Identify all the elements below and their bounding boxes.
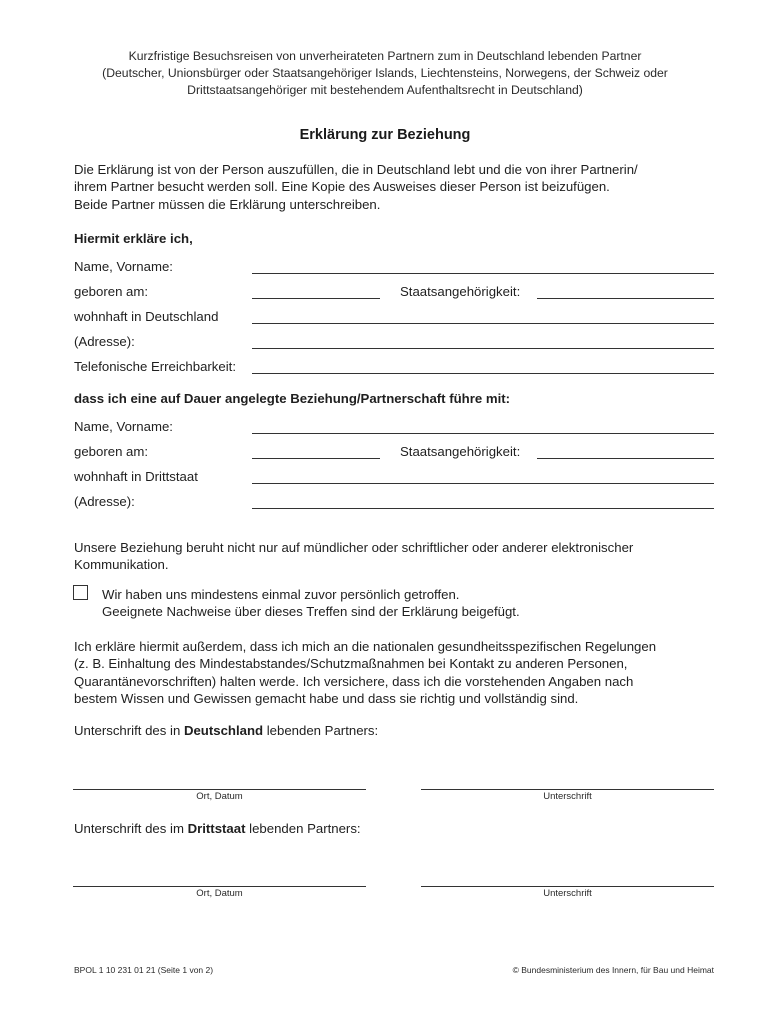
section1-residence-label: wohnhaft in Deutschland xyxy=(74,309,219,324)
met-in-person-label xyxy=(102,586,702,621)
declaration-line-3: Quarantänevorschriften) halten werde. Ich versichere, dass ich die vorstehenden Angaben nach xyxy=(74,673,634,689)
checkbox-line-2: Geeignete Nachweise über dieses Treffen sind der Erklärung beigefügt. xyxy=(102,604,520,620)
footer-copyright: © Bundesministerium des Innern, für Bau und Heimat xyxy=(512,965,714,975)
intro-line-2: ihrem Partner besucht werden soll. Eine Kopie des Ausweises dieser Person ist beizufügen. xyxy=(74,179,610,195)
signature1-country: Deutschland xyxy=(183,723,264,738)
relationship-line-1: Unsere Beziehung beruht nicht nur auf mündlicher oder schriftlicher oder anderer elektronischer xyxy=(74,540,634,555)
section1-nationality-label: Staatsangehörigkeit: xyxy=(400,284,521,299)
header-line-1: Kurzfristige Besuchsreisen von unverheirateten Partnern zum in Deutschland lebenden Partner xyxy=(128,49,642,63)
section2-address-label: (Adresse): xyxy=(74,494,135,509)
signature2-place-date-caption: Ort, Datum xyxy=(196,888,243,899)
declaration-text xyxy=(74,638,714,707)
declaration-line-4: bestem Wissen und Gewissen gemacht habe und dass sie richtig und vollständig sind. xyxy=(74,690,579,706)
form-header xyxy=(60,48,710,99)
section1-name-field[interactable] xyxy=(252,273,714,274)
section2-name-field[interactable] xyxy=(252,433,714,434)
signature1-place-date-caption: Ort, Datum xyxy=(196,791,243,802)
signature2-signature-field[interactable] xyxy=(421,886,714,887)
section2-born-label: geboren am: xyxy=(74,444,149,459)
section1-residence-field[interactable] xyxy=(252,323,714,324)
section1-address-label: (Adresse): xyxy=(74,334,135,349)
section1-name-label: Name, Vorname: xyxy=(74,259,173,274)
signature1-signature-field[interactable] xyxy=(421,789,714,790)
signature1-signature-caption: Unterschrift xyxy=(543,791,592,802)
intro-line-3: Beide Partner müssen die Erklärung unterschreiben. xyxy=(74,196,381,212)
signature2-prefix: Unterschrift des im xyxy=(74,821,188,836)
signature2-place-date-field[interactable] xyxy=(73,886,366,887)
signature1-heading xyxy=(74,723,378,738)
section1-phone-label: Telefonische Erreichbarkeit: xyxy=(74,359,236,374)
checkbox-line-1: Wir haben uns mindestens einmal zuvor persönlich getroffen. xyxy=(102,587,460,602)
footer-form-number: BPOL 1 10 231 01 21 (Seite 1 von 2) xyxy=(74,965,214,975)
signature2-suffix: lebenden Partners: xyxy=(245,821,361,836)
signature2-heading xyxy=(74,821,361,836)
signature1-prefix: Unterschrift des in xyxy=(74,723,184,738)
section1-address-field[interactable] xyxy=(252,348,714,349)
intro-text xyxy=(74,161,714,213)
section2-heading: dass ich eine auf Dauer angelegte Beziehung/Partnerschaft führe mit: xyxy=(74,391,511,406)
section2-born-field[interactable] xyxy=(252,458,380,459)
document-title: Erklärung zur Beziehung xyxy=(299,127,471,143)
header-line-3: Drittstaatsangehöriger mit bestehendem Aufenthaltsrecht in Deutschland) xyxy=(187,83,583,97)
met-in-person-checkbox[interactable] xyxy=(73,585,88,600)
declaration-line-2: (z. B. Einhaltung des Mindestabstandes/Schutzmaßnahmen bei Kontakt zu anderen Personen, xyxy=(74,656,628,672)
relationship-text xyxy=(74,539,714,574)
signature2-signature-caption: Unterschrift xyxy=(543,888,592,899)
section1-nationality-field[interactable] xyxy=(537,298,714,299)
declaration-line-1: Ich erkläre hiermit außerdem, dass ich mich an die nationalen gesundheitsspezifischen Regelungen xyxy=(74,639,657,654)
section1-heading: Hiermit erkläre ich, xyxy=(74,231,193,246)
section2-name-label: Name, Vorname: xyxy=(74,419,173,434)
signature2-country: Drittstaat xyxy=(187,821,246,836)
signature1-suffix: lebenden Partners: xyxy=(263,723,379,738)
relationship-line-2: Kommunikation. xyxy=(74,557,169,573)
header-line-2: (Deutscher, Unionsbürger oder Staatsangehöriger Islands, Liechtensteins, Norwegens, der Schweiz oder xyxy=(102,66,668,80)
section1-born-field[interactable] xyxy=(252,298,380,299)
section1-born-label: geboren am: xyxy=(74,284,149,299)
section2-nationality-field[interactable] xyxy=(537,458,714,459)
section2-residence-label: wohnhaft in Drittstaat xyxy=(74,469,198,484)
section2-address-field[interactable] xyxy=(252,508,714,509)
intro-line-1: Die Erklärung ist von der Person auszufüllen, die in Deutschland lebt und die von ihrer Partnerin/ xyxy=(74,162,638,177)
section2-residence-field[interactable] xyxy=(252,483,714,484)
section2-nationality-label: Staatsangehörigkeit: xyxy=(400,444,521,459)
signature1-place-date-field[interactable] xyxy=(73,789,366,790)
section1-phone-field[interactable] xyxy=(252,373,714,374)
